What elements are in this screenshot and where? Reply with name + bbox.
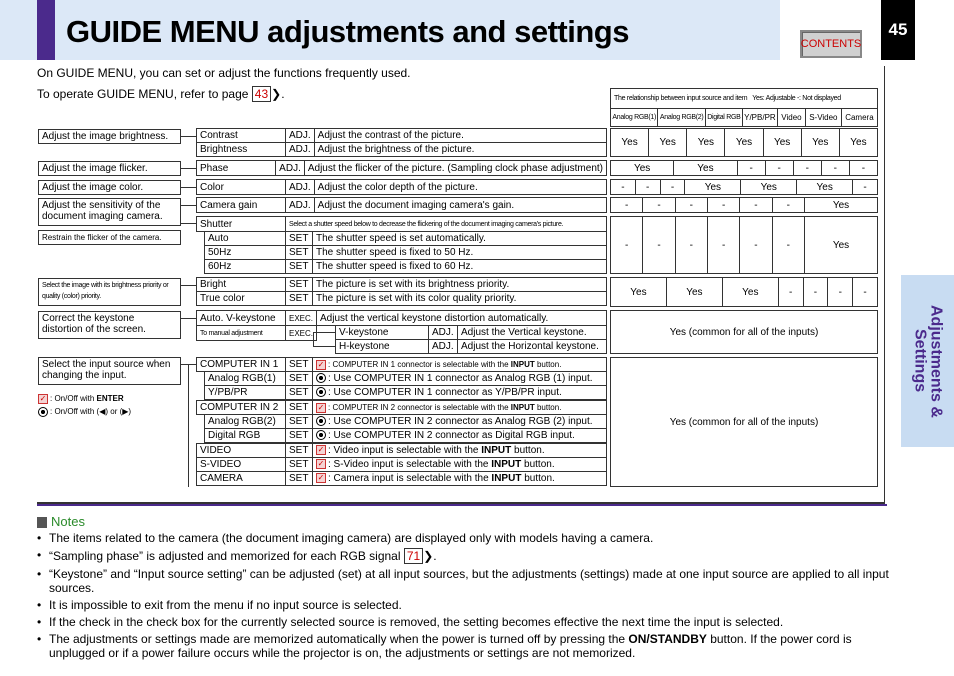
col-camera: Camera (841, 109, 877, 127)
item-auto-v-keystone[interactable]: Auto. V-keystone (197, 311, 286, 326)
item-phase[interactable]: Phase (197, 161, 276, 176)
item-color[interactable]: Color (197, 180, 286, 195)
group-camgain (196, 197, 607, 213)
label-color: Adjust the image color. (38, 180, 181, 195)
col-analog-rgb2: Analog RGB(2) (658, 109, 705, 127)
avail-priority: Yes Yes Yes - - - - (610, 277, 878, 307)
label-brightness: Adjust the image brightness. (38, 129, 181, 144)
item-h-keystone[interactable]: H-keystone (336, 340, 429, 354)
relationship-caption: The relationship between input source and item Yes: Adjustable -: Not displayed (611, 89, 878, 109)
notes-section (37, 514, 897, 663)
group-priority: Bright SET The picture is set with its brightness priority. True color SET The picture is set with its color quality priority. (196, 277, 607, 306)
side-tab-label: Adjustments & Settings (911, 304, 945, 418)
connector (181, 205, 196, 206)
arrow-right-icon: ❯ (271, 87, 282, 101)
group-shutter-options: Auto SET The shutter speed is set automatically. 50Hz SET The shutter speed is fixed to 50 Hz. 60Hz SET The shutter speed is fixed to 60 Hz. (204, 231, 607, 274)
item-computer-in2[interactable]: COMPUTER IN 2 (197, 401, 286, 415)
radio-icon[interactable] (316, 416, 326, 426)
avail-input: Yes (common for all of the inputs) (610, 357, 878, 487)
item-analog-rgb2[interactable]: Analog RGB(2) (205, 415, 286, 429)
type-contrast: ADJ. (286, 129, 315, 143)
avail-camgain: - - - - - - Yes (610, 197, 878, 213)
group-shutter (196, 216, 607, 232)
group-input: COMPUTER IN 1 SET ✓ : COMPUTER IN 1 connector is selectable with the INPUT button. (196, 357, 607, 372)
item-auto[interactable]: Auto (205, 232, 286, 246)
note-item: • “Sampling phase” is adjusted and memorized for each RGB signal 71 ❯. (37, 548, 897, 564)
connector (188, 364, 189, 487)
group-phase (196, 160, 607, 176)
radio-icon[interactable] (316, 373, 326, 383)
item-contrast[interactable]: Contrast (197, 129, 286, 143)
relationship-header (610, 88, 878, 127)
group-input-c2: COMPUTER IN 2 SET ✓ : COMPUTER IN 2 connector is selectable with the INPUT button. (196, 400, 607, 415)
group-input-av: VIDEO SET ✓ : Video input is selectable with the INPUT button. S-VIDEO SET ✓ : S-Video input is selectable with the INPUT button. CAMERA SET ✓ : Camera input is selectable with the INPUT button. (196, 443, 607, 486)
checkbox-icon: ✓ (39, 394, 47, 403)
item-shutter[interactable]: Shutter (197, 217, 286, 232)
desc-phase: Adjust the flicker of the picture. (Sampling clock phase adjustment) (304, 161, 606, 176)
item-camera[interactable]: CAMERA (197, 472, 286, 486)
note-item: • The items related to the camera (the document imaging camera) are displayed only with models having a camera. (37, 531, 897, 545)
note-item: • If the check in the check box for the currently selected source is removed, the setting becomes effective the next time the input is selected. (37, 615, 897, 629)
group-contrast (196, 128, 607, 157)
label-flicker: Adjust the image flicker. (38, 161, 181, 176)
connector (181, 223, 196, 224)
avail-brightness: Yes Yes Yes Yes Yes Yes Yes (610, 128, 878, 157)
col-ypbpr: Y/PB/PR (742, 109, 777, 127)
page-number: 45 (881, 0, 915, 60)
item-bright[interactable]: Bright (197, 278, 286, 292)
checkbox-icon[interactable]: ✓ (317, 445, 325, 455)
connector (181, 168, 196, 169)
type-brightness: ADJ. (286, 143, 315, 157)
desc-camera-gain: Adjust the document imaging camera's gain. (314, 198, 606, 213)
arrow-right-icon: ❯ (423, 549, 434, 563)
avail-keystone: Yes (common for all of the inputs) (610, 310, 878, 354)
legend-check: ✓ : On/Off with ENTER (39, 394, 124, 404)
type-camera-gain: ADJ. (286, 198, 315, 213)
radio-icon (38, 407, 48, 417)
table-frame-bottom (37, 503, 887, 506)
connector (181, 318, 196, 319)
avail-color: - - - Yes Yes Yes - (610, 179, 878, 195)
page-ref-link[interactable]: 71 (404, 548, 423, 564)
arrow-right-icon: ▶ (122, 407, 129, 417)
desc-color: Adjust the color depth of the picture. (314, 180, 606, 195)
col-analog-rgb1: Analog RGB(1) (611, 109, 658, 127)
item-analog-rgb1[interactable]: Analog RGB(1) (205, 372, 286, 386)
arrow-left-icon: ◀ (99, 407, 106, 417)
avail-shutter: - - - - - - Yes (610, 216, 878, 274)
checkbox-icon[interactable]: ✓ (317, 402, 325, 412)
checkbox-icon[interactable]: ✓ (317, 473, 325, 483)
intro-line-2-text: To operate GUIDE MENU, refer to page (37, 87, 249, 101)
item-manual-adjustment[interactable]: To manual adjustment (197, 326, 286, 341)
avail-phase: Yes Yes - - - - - (610, 160, 878, 176)
group-keystone: Auto. V-keystone EXEC. Adjust the vertical keystone distortion automatically. To manual adjustment EXEC. (196, 310, 607, 341)
note-item: • “Keystone” and “Input source setting” can be adjusted (set) at all input sources, but the adjustments (settings) made at one input source are applied to all input sources. (37, 567, 897, 595)
item-v-keystone[interactable]: V-keystone (336, 326, 429, 340)
note-item: • The adjustments or settings made are memorized automatically when the power is turned off by pressing the ON/STANDBY button. If the power cord is unplugged or if a power failure occurs while the projector is on, the adjustments or settings are not memorized. (37, 632, 897, 660)
group-input-c1: Analog RGB(1) SET : Use COMPUTER IN 1 connector as Analog RGB (1) input. Y/PB/PR SET : Use COMPUTER IN 1 connector as Y/PB/PR input. (204, 371, 607, 400)
group-input-c2-opts: Analog RGB(2) SET : Use COMPUTER IN 2 connector as Analog RGB (2) input. Digital RGB SET : Use COMPUTER IN 2 connector as Digital RGB input. (204, 414, 607, 443)
label-input: Select the input source when changing the input. (38, 357, 181, 385)
desc-contrast: Adjust the contrast of the picture. (314, 129, 606, 143)
contents-button[interactable]: CONTENTS (800, 30, 862, 58)
legend-radio: : On/Off with (◀) or (▶) (38, 407, 131, 417)
title-stripe (37, 0, 55, 60)
radio-icon[interactable] (316, 430, 326, 440)
desc-brightness: Adjust the brightness of the picture. (314, 143, 606, 157)
type-color: ADJ. (286, 180, 315, 195)
label-sensitivity: Adjust the sensitivity of the document imaging camera. (38, 198, 181, 226)
item-ypbpr[interactable]: Y/PB/PR (205, 386, 286, 400)
intro-line-1: On GUIDE MENU, you can set or adjust the functions frequently used. (37, 66, 411, 80)
connector (181, 285, 196, 286)
label-priority: Select the image with its brightness priority or quality (color) priority. (38, 278, 181, 306)
item-camera-gain[interactable]: Camera gain (197, 198, 286, 213)
item-s-video[interactable]: S-VIDEO (197, 458, 286, 472)
col-svideo: S-Video (805, 109, 841, 127)
checkbox-icon[interactable]: ✓ (317, 359, 325, 369)
radio-icon[interactable] (316, 387, 326, 397)
label-keystone: Correct the keystone distortion of the screen. (38, 311, 181, 339)
label-camera-flicker: Restrain the flicker of the camera. (38, 230, 181, 245)
notes-icon (37, 517, 47, 528)
keystone-connector (313, 332, 335, 347)
note-item: • It is impossible to exit from the menu if no input source is selected. (37, 598, 897, 612)
item-computer-in1[interactable]: COMPUTER IN 1 (197, 358, 286, 372)
keystone-connector-2 (313, 332, 335, 333)
item-brightness[interactable]: Brightness (197, 143, 286, 157)
notes-heading: Notes (37, 514, 897, 529)
col-video: Video (778, 109, 806, 127)
item-60hz[interactable]: 60Hz (205, 260, 286, 274)
group-keystone-manual: V-keystone ADJ. Adjust the Vertical keystone. H-keystone ADJ. Adjust the Horizontal keystone. (335, 325, 607, 354)
page-title: GUIDE MENU adjustments and settings (66, 14, 629, 49)
connector (181, 187, 196, 188)
col-digital-rgb: Digital RGB (705, 109, 742, 127)
checkbox-icon[interactable]: ✓ (317, 459, 325, 469)
connector (181, 136, 196, 137)
item-50hz[interactable]: 50Hz (205, 246, 286, 260)
item-video[interactable]: VIDEO (197, 444, 286, 458)
type-phase: ADJ. (276, 161, 305, 176)
side-tab-label-wrap (901, 275, 954, 447)
item-true-color[interactable]: True color (197, 292, 286, 306)
group-color (196, 179, 607, 195)
desc-shutter: Select a shutter speed below to decrease the flickering of the document imaging camera's picture. (286, 217, 607, 232)
item-digital-rgb[interactable]: Digital RGB (205, 429, 286, 443)
page-ref-link[interactable]: 43 (252, 86, 271, 102)
intro-line-2-end: . (281, 87, 285, 101)
